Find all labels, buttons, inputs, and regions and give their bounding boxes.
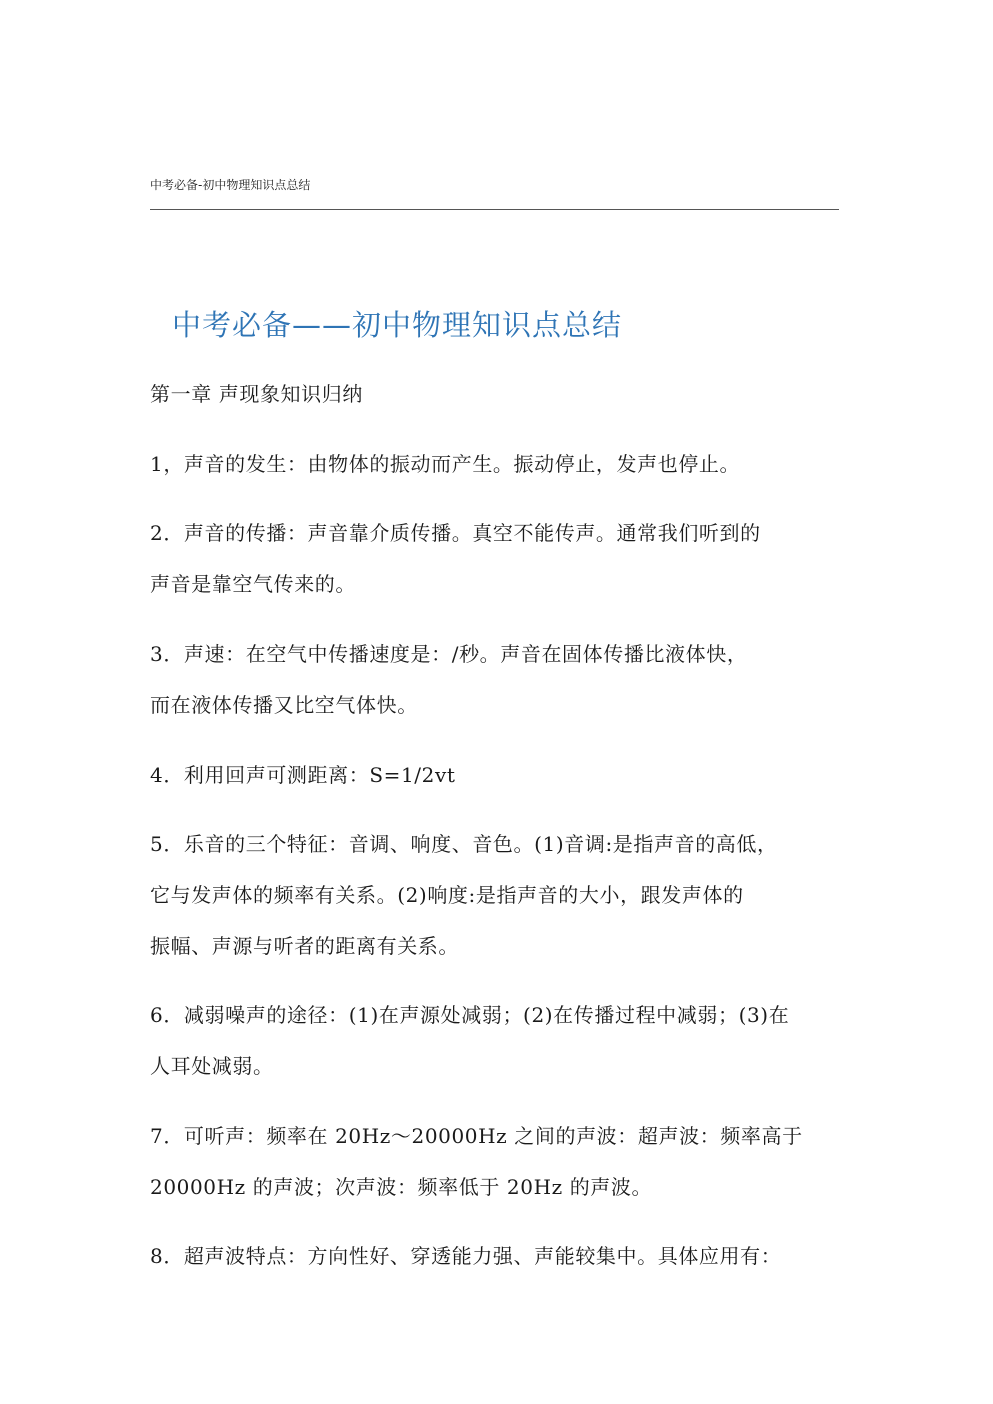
paragraph-8-line-1: 8．超声波特点：方向性好、穿透能力强、声能较集中。具体应用有： [150,1244,782,1268]
document-title: 中考必备——初中物理知识点总结 [172,308,623,342]
paragraph-2-line-2: 声音是靠空气传来的。 [150,572,356,596]
paragraph-4-line-1: 4．利用回声可测距离：S=1/2vt [150,763,456,787]
paragraph-5-line-2: 它与发声体的频率有关系。(2)响度:是指声音的大小，跟发声体的 [150,883,744,907]
paragraph-6-line-2: 人耳处减弱。 [150,1054,274,1078]
paragraph-7-line-1: 7．可听声：频率在 20Hz～20000Hz 之间的声波：超声波：频率高于 [150,1124,803,1148]
paragraph-1-line-1: 1，声音的发生：由物体的振动而产生。振动停止，发声也停止。 [150,452,741,476]
paragraph-2-line-1: 2．声音的传播：声音靠介质传播。真空不能传声。通常我们听到的 [150,521,761,545]
header-divider [150,209,839,210]
chapter-heading: 第一章 声现象知识归纳 [150,382,363,406]
paragraph-5-line-3: 振幅、声源与听者的距离有关系。 [150,934,459,958]
paragraph-3-line-2: 而在液体传播又比空气体快。 [150,693,418,717]
paragraph-5-line-1: 5．乐音的三个特征：音调、响度、音色。(1)音调:是指声音的高低， [150,832,778,856]
paragraph-3-line-1: 3．声速：在空气中传播速度是：/秒。声音在固体传播比液体快， [150,642,748,666]
header-text: 中考必备-初中物理知识点总结 [150,178,311,192]
paragraph-7-line-2: 20000Hz 的声波；次声波：频率低于 20Hz 的声波。 [150,1175,653,1199]
paragraph-6-line-1: 6．减弱噪声的途径：(1)在声源处减弱；(2)在传播过程中减弱；(3)在 [150,1003,790,1027]
